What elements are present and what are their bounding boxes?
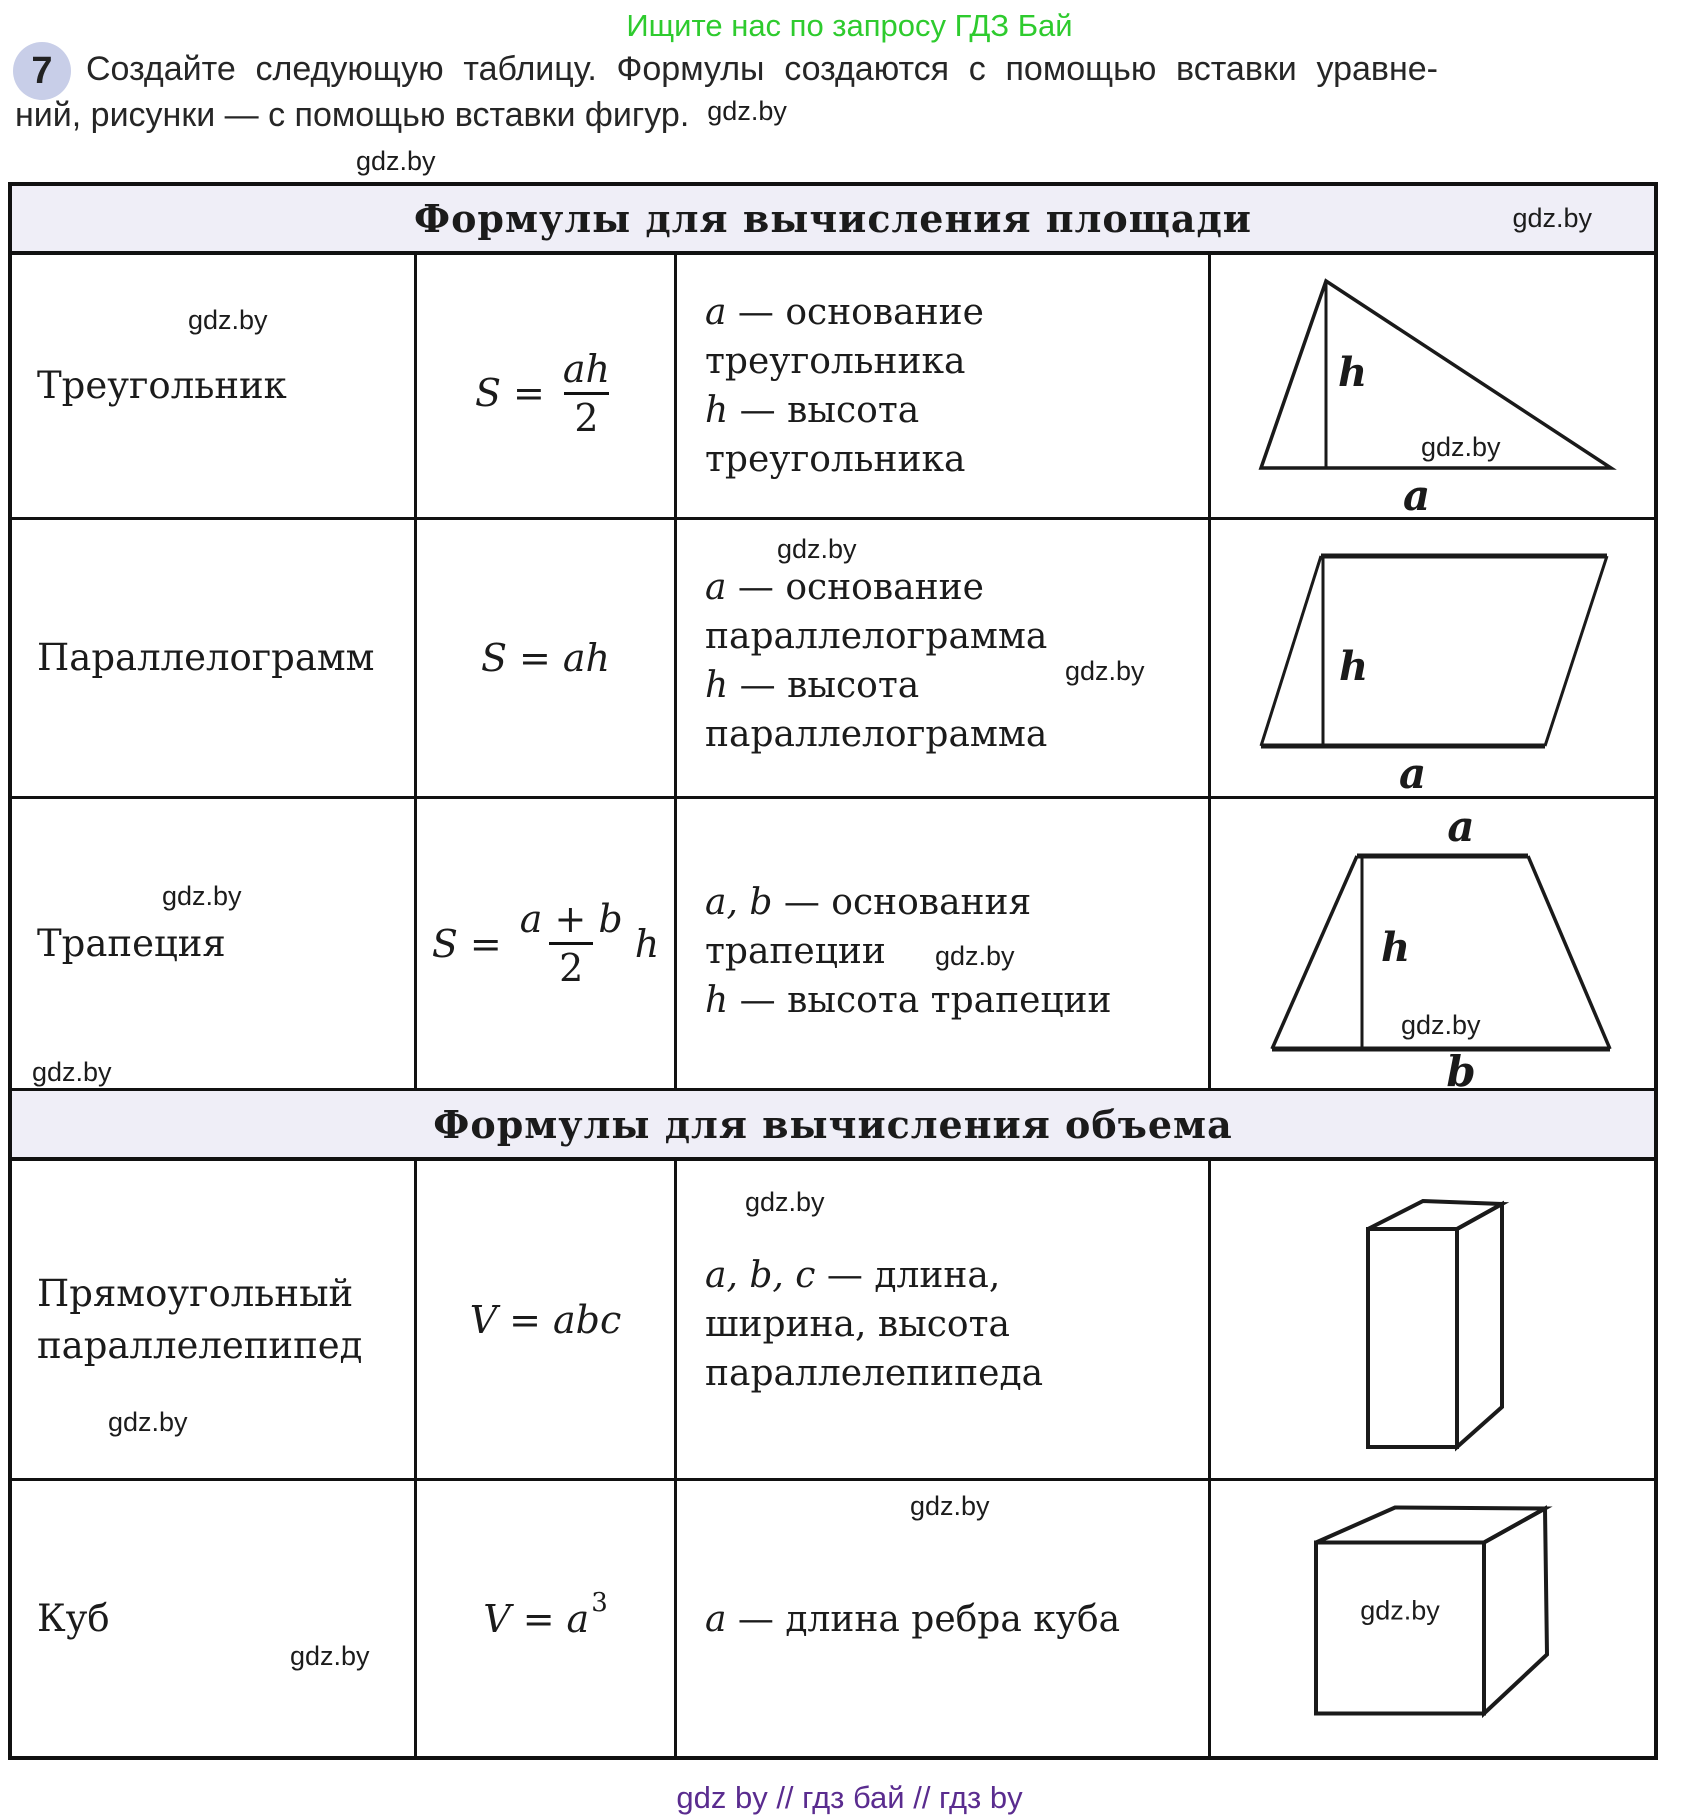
right-edge xyxy=(1545,556,1607,746)
formula-lhs: V xyxy=(469,1297,498,1342)
formula-parallelogram-area xyxy=(481,636,610,680)
description xyxy=(705,1595,1195,1644)
watermark-text: gdz.by xyxy=(1401,1010,1481,1040)
row-parallelepiped-formula-cell xyxy=(417,1161,677,1481)
formula-lhs: V xyxy=(483,1596,511,1641)
watermark-text: gdz.by xyxy=(745,1187,825,1217)
variable: a xyxy=(705,1599,727,1640)
watermark-text: gdz.by xyxy=(1360,1595,1440,1626)
formula-triangle-area xyxy=(474,346,616,440)
row-parallelogram-formula-cell xyxy=(417,520,677,799)
watermark-text: gdz.by xyxy=(188,305,268,335)
variable: h xyxy=(705,980,729,1021)
definition xyxy=(705,1251,1135,1398)
watermark-text: gdz.by xyxy=(1512,203,1592,233)
row-triangle-figure-cell xyxy=(1211,255,1654,520)
section-header-volume-title: Формулы для вычисления объема xyxy=(433,1101,1233,1147)
fraction-denominator: 2 xyxy=(549,942,593,987)
watermark-text: gdz.by xyxy=(32,1057,112,1087)
label-b: b xyxy=(1446,1047,1476,1088)
equals-sign: = xyxy=(522,1596,555,1641)
definition xyxy=(705,563,1125,661)
shape-name: Прямоугольный параллелепипед xyxy=(37,1271,363,1367)
fraction-numerator: a + b xyxy=(519,897,623,941)
front-face xyxy=(1368,1229,1457,1447)
parallelepiped-figure xyxy=(1211,1161,1654,1478)
definition xyxy=(705,661,1125,759)
formula-suffix: h xyxy=(634,921,660,966)
shape-name: Параллелограмм xyxy=(37,636,375,679)
row-parallelepiped-figure-cell xyxy=(1211,1161,1654,1481)
fraction-denominator: 2 xyxy=(564,392,608,437)
description xyxy=(705,563,1125,759)
shape-name: Трапеция xyxy=(37,921,226,965)
watermark-text: gdz.by xyxy=(162,881,242,911)
fraction xyxy=(557,346,616,440)
definition xyxy=(705,288,1125,386)
row-triangle-name-cell xyxy=(12,255,417,520)
variable: a, b, c xyxy=(705,1255,816,1296)
equals-sign: = xyxy=(519,636,551,680)
formula-rhs: abc xyxy=(553,1297,622,1342)
row-cube-description-cell xyxy=(677,1481,1211,1756)
row-parallelogram-description-cell xyxy=(677,520,1211,799)
definition xyxy=(705,1595,1195,1644)
formula-exponent: 3 xyxy=(591,1587,608,1618)
watermark-text: gdz.by xyxy=(108,1407,188,1437)
row-parallelepiped-description-cell xyxy=(677,1161,1211,1481)
row-cube-figure-cell xyxy=(1211,1481,1654,1756)
right-edge xyxy=(1528,856,1610,1049)
section-header-area xyxy=(12,186,1654,255)
formula-rhs: ah xyxy=(562,636,611,680)
side-face xyxy=(1457,1204,1502,1447)
triangle-figure xyxy=(1211,255,1654,517)
formula-lhs: S xyxy=(474,371,502,415)
label-h: h xyxy=(1381,924,1411,971)
definition-text: — высота трапеции xyxy=(728,980,1112,1021)
row-triangle-formula-cell xyxy=(417,255,677,520)
row-parallelogram-figure-cell xyxy=(1211,520,1654,799)
label-a: a xyxy=(1447,802,1475,851)
top-face xyxy=(1316,1508,1545,1543)
definition-text: — высота треугольника xyxy=(705,390,966,480)
watermark-text: gdz.by xyxy=(1421,432,1501,462)
row-triangle-description-cell xyxy=(677,255,1211,520)
fraction-numerator: ah xyxy=(562,346,611,391)
equals-sign: = xyxy=(469,921,502,966)
row-trapezoid-figure-cell xyxy=(1211,799,1654,1091)
definition xyxy=(705,386,1125,484)
section-header-area-title: Формулы для вычисления площади xyxy=(414,196,1252,241)
watermark-text: gdz.by xyxy=(707,96,787,126)
definition-text: — основания трапеции xyxy=(705,882,1032,972)
formula-base: a xyxy=(566,1596,590,1641)
formula-table xyxy=(8,182,1658,1760)
row-cube-name-cell xyxy=(12,1481,417,1756)
variable: a xyxy=(705,292,727,333)
parallelogram-figure xyxy=(1211,520,1654,796)
variable: a xyxy=(705,567,727,608)
task-text-line1: Создайте следующую таблицу. Формулы создаются с помощью вставки уравне- xyxy=(86,50,1438,88)
definition-text: — длина, ширина, высота параллелепипеда xyxy=(705,1255,1044,1394)
variable: h xyxy=(705,665,729,706)
label-h: h xyxy=(1339,643,1369,690)
task-text-line2-text: ний, рисунки — с помощью вставки фигур. xyxy=(15,96,690,134)
variable: a, b xyxy=(705,882,773,923)
side-face xyxy=(1484,1509,1547,1714)
label-a: a xyxy=(1403,471,1431,517)
trapezoid-figure xyxy=(1211,799,1654,1088)
equals-sign: = xyxy=(509,1297,542,1342)
variable: h xyxy=(705,390,729,431)
shape-name: Куб xyxy=(37,1596,110,1640)
row-trapezoid-name-cell xyxy=(12,799,417,1091)
left-edge xyxy=(1261,556,1321,746)
watermark-text: gdz.by xyxy=(935,941,1015,971)
description xyxy=(705,878,1145,1025)
watermark-text: gdz.by xyxy=(910,1491,990,1521)
label-a: a xyxy=(1399,749,1427,796)
row-trapezoid-description-cell xyxy=(677,799,1211,1091)
definition-text: — высота параллелограмма xyxy=(705,665,1048,755)
description xyxy=(705,288,1125,484)
definition-text: — основание треугольника xyxy=(705,292,984,382)
task-text-line2 xyxy=(15,96,787,135)
fraction xyxy=(514,897,629,990)
footer-text: gdz by // гдз бай // гдз by xyxy=(676,1780,1023,1815)
formula-parallelepiped-volume xyxy=(470,1298,622,1342)
watermark-text: gdz.by xyxy=(777,534,857,564)
formula-trapezoid-area xyxy=(431,897,660,990)
definition xyxy=(705,878,1145,976)
watermark-text: gdz.by xyxy=(356,146,436,176)
description xyxy=(705,1251,1135,1398)
watermark-text: gdz.by xyxy=(290,1641,370,1671)
row-parallelogram-name-cell xyxy=(12,520,417,799)
equals-sign: = xyxy=(513,371,545,415)
section-header-volume xyxy=(12,1091,1654,1161)
formula-cube-volume xyxy=(483,1587,608,1641)
shape-name: Треугольник xyxy=(37,364,287,407)
definition-text: — основание параллелограмма xyxy=(705,567,1048,657)
task-number-badge: 7 xyxy=(13,42,71,100)
row-cube-formula-cell xyxy=(417,1481,677,1756)
watermark-text: gdz.by xyxy=(1065,656,1145,686)
definition-text: — длина ребра куба xyxy=(726,1599,1121,1640)
front-face xyxy=(1316,1543,1484,1714)
label-h: h xyxy=(1338,349,1368,396)
site-banner-text: Ищите нас по запросу ГДЗ Бай xyxy=(626,8,1073,43)
definition xyxy=(705,976,1145,1025)
cube-figure xyxy=(1211,1481,1654,1756)
row-parallelepiped-name-cell xyxy=(12,1161,417,1481)
left-edge xyxy=(1272,856,1357,1049)
formula-lhs: S xyxy=(431,921,458,966)
row-trapezoid-formula-cell xyxy=(417,799,677,1091)
formula-lhs: S xyxy=(480,636,508,680)
